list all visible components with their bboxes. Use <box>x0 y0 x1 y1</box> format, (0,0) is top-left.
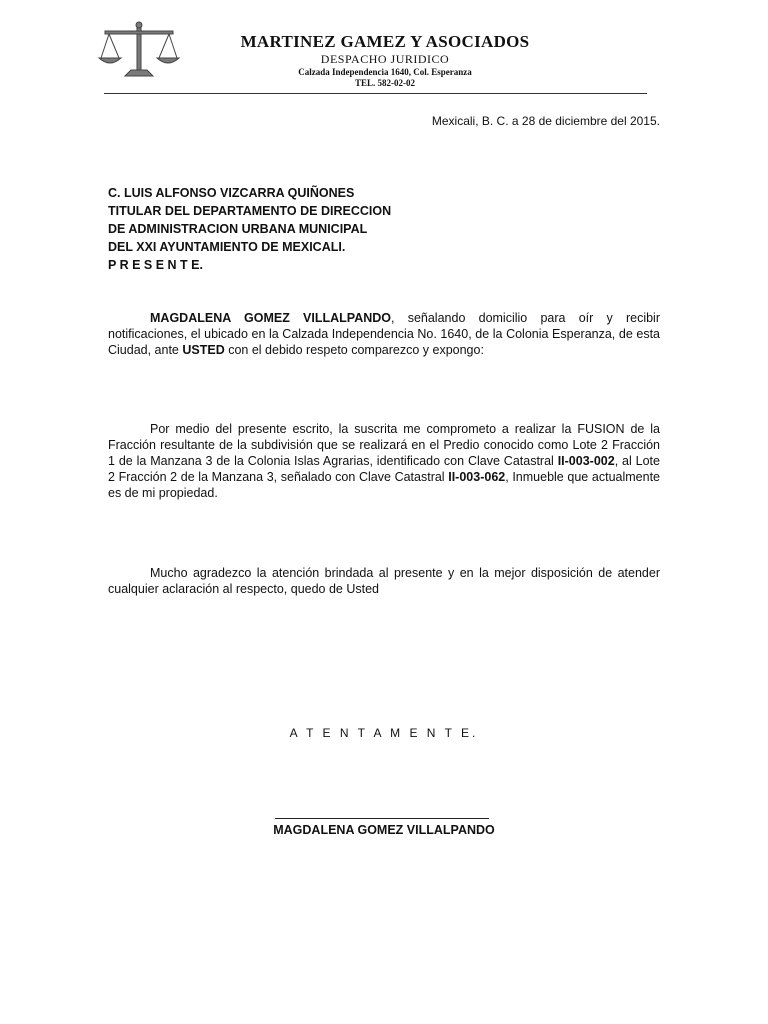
firm-address: Calzada Independencia 1640, Col. Esperanza <box>298 67 472 77</box>
addressee-line: DE ADMINISTRACION URBANA MUNICIPAL <box>108 222 368 236</box>
header-divider <box>104 93 647 94</box>
signature-name: MAGDALENA GOMEZ VILLALPANDO <box>273 823 495 837</box>
usted-emphasis: USTED <box>182 343 225 357</box>
paragraph-request <box>108 421 660 501</box>
firm-name: MARTINEZ GAMEZ Y ASOCIADOS <box>240 32 530 51</box>
paragraph-closing <box>108 565 660 597</box>
paragraph-text: Por medio del presente escrito, la suscrita me comprometo a realizar la FUSION de la Fracción resultante de la subdivisión que se realizará en el Predio conocido como Lote 2 Fracción 1 de la Manzana 3 de la Colonia Islas Agrarias, identificado con Clave Catastral <box>108 422 660 468</box>
paragraph-text: , Inmueble que actualmente es de mi propiedad. <box>108 470 660 500</box>
paragraph-intro <box>108 310 660 358</box>
petitioner-name: MAGDALENA GOMEZ VILLALPANDO <box>150 311 392 325</box>
cadastral-key-1: II-003-002 <box>557 454 615 468</box>
addressee-line: DEL XXI AYUNTAMIENTO DE MEXICALI. <box>108 240 346 254</box>
addressee-line: C. LUIS ALFONSO VIZCARRA QUIÑONES <box>108 186 355 200</box>
firm-subtitle: DESPACHO JURIDICO <box>320 52 450 66</box>
addressee-line: P R E S E N T E. <box>108 258 203 272</box>
paragraph-text: con el debido respeto comparezco y expongo: <box>224 343 484 357</box>
paragraph-text: , señalando domicilio para oír y recibir notificaciones, el ubicado en la Calzada Independencia No. 1640, de la Colonia Esperanza, de esta Ciudad, ante <box>108 311 660 357</box>
signature-line <box>275 818 489 819</box>
addressee-block <box>108 184 391 274</box>
date-line: Mexicali, B. C. a 28 de diciembre del 2015. <box>431 114 660 128</box>
scales-of-justice-icon <box>97 20 181 82</box>
firm-phone: TEL. 582-02-02 <box>354 78 415 88</box>
cadastral-key-2: II-003-062 <box>448 470 506 484</box>
paragraph-text: Mucho agradezco la atención brindada al presente y en la mejor disposición de atender cualquier aclaración al respecto, quedo de Usted <box>108 566 660 596</box>
paragraph-text: , al Lote 2 Fracción 2 de la Manzana 3, señalado con Clave Catastral <box>108 454 660 484</box>
closing-salutation: A T E N T A M E N T E. <box>289 726 479 740</box>
addressee-line: TITULAR DEL DEPARTAMENTO DE DIRECCION <box>108 204 392 218</box>
